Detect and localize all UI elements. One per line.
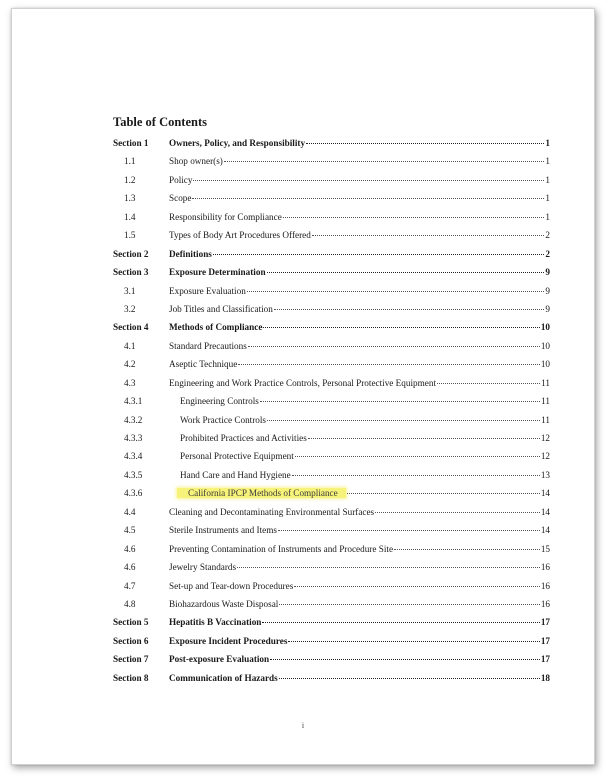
toc-section-entry[interactable]	[113, 249, 550, 267]
toc-entry-page: 17	[540, 635, 550, 646]
toc-subsection-entry[interactable]	[113, 544, 550, 562]
toc-entry-title-highlighted: California IPCP Methods of Compliance	[177, 488, 346, 498]
toc-subsection-entry[interactable]	[113, 525, 550, 543]
toc-entry-page: 2	[545, 230, 550, 241]
toc-entry-number: 4.6	[124, 562, 136, 573]
toc-entry-title: Owners, Policy, and Responsibility	[169, 138, 306, 148]
toc-entry-number: 4.3.3	[124, 433, 143, 443]
toc-entry-title: Job Titles and Classification	[169, 303, 273, 314]
toc-entry-number: 4.7	[124, 580, 136, 591]
dot-leader	[263, 327, 539, 328]
dot-leader	[213, 254, 545, 255]
toc-entry-title: Jewelry Standards	[169, 562, 237, 573]
toc-entry-number: 4.6	[124, 543, 136, 554]
toc-entry-title: Scope	[169, 193, 192, 204]
toc-section-entry[interactable]	[113, 138, 550, 156]
toc-subsection-entry[interactable]	[113, 433, 550, 451]
toc-subsection-entry[interactable]	[113, 230, 550, 248]
dot-leader	[283, 217, 545, 218]
toc-entry-title: Exposure Incident Procedures	[169, 635, 288, 646]
dot-leader	[274, 309, 545, 310]
toc-entry-number: Section 6	[113, 635, 149, 646]
toc-entry-page: 13	[540, 469, 550, 480]
toc-subsection-entry[interactable]	[113, 581, 550, 599]
toc-entry-number: 1.4	[124, 211, 136, 222]
toc-entry-page: 16	[540, 580, 550, 591]
toc-entry-title: Communication of Hazards	[169, 672, 278, 683]
toc-subsection-entry[interactable]	[113, 212, 550, 230]
dot-leader	[238, 364, 539, 365]
toc-entry-page: 14	[540, 525, 550, 536]
toc-entry-page: 1	[545, 211, 550, 222]
toc-entry-number: 4.3.5	[124, 469, 143, 480]
toc-entry-title: Engineering Controls	[180, 396, 259, 407]
toc-entry-page: 1	[545, 193, 550, 204]
dot-leader	[267, 272, 545, 273]
dot-leader	[247, 291, 545, 292]
toc-entry-page: 12	[540, 451, 550, 462]
toc-entry-page: 14	[540, 506, 550, 517]
toc-entry-page: 1	[545, 138, 550, 148]
toc-entry-number: 4.4	[124, 506, 136, 517]
toc-entry-number: Section 1	[113, 138, 149, 148]
toc-entry-page: 9	[545, 267, 550, 278]
toc-subsection-entry[interactable]	[113, 507, 550, 525]
toc-subsection-entry[interactable]	[113, 175, 550, 193]
toc-subsection-entry[interactable]	[113, 451, 550, 469]
toc-entry-number: 4.3.2	[124, 414, 143, 425]
dot-leader	[306, 143, 544, 144]
toc-section-entry[interactable]	[113, 267, 550, 285]
toc-entry-number: Section 7	[113, 654, 149, 665]
toc-entry-title: Work Practice Controls	[180, 414, 267, 425]
toc-entry-page: 10	[540, 359, 550, 370]
toc-entry-number: 4.3.6	[124, 488, 143, 499]
toc-entry-title: Sterile Instruments and Items	[169, 525, 277, 536]
toc-entry-number: 3.2	[124, 303, 136, 314]
dot-leader	[288, 641, 539, 642]
dot-leader	[437, 383, 540, 384]
dot-leader	[375, 512, 540, 513]
toc-entry-number: 1.5	[124, 230, 136, 241]
toc-entry-number: Section 2	[113, 248, 149, 259]
toc-entry-title: Post-exposure Evaluation	[169, 654, 270, 665]
toc-entry-title: Methods of Compliance	[169, 322, 263, 333]
dot-leader	[270, 659, 540, 660]
document-page	[11, 8, 595, 765]
toc-entry-title: Responsibility for Compliance	[169, 211, 282, 222]
dot-leader	[279, 678, 540, 679]
toc-subsection-entry[interactable]	[113, 359, 550, 377]
toc-entry-number: 1.1	[124, 156, 136, 167]
toc-subsection-entry[interactable]	[113, 193, 550, 211]
toc-entry-title: Prohibited Practices and Activities	[180, 433, 307, 443]
toc-entry-number: Section 8	[113, 672, 149, 683]
toc-subsection-entry[interactable]	[113, 562, 550, 580]
toc-entry-number: 4.5	[124, 525, 136, 536]
toc-entry-number: 4.2	[124, 359, 136, 370]
toc-entry-page: 17	[540, 654, 550, 665]
dot-leader	[292, 475, 540, 476]
dot-leader	[294, 586, 540, 587]
toc-subsection-entry[interactable]	[113, 599, 550, 617]
toc-entry-page: 10	[540, 322, 550, 333]
dot-leader	[295, 456, 540, 457]
toc-entry-title: Personal Protective Equipment	[180, 451, 294, 462]
toc-entry-number: 3.1	[124, 285, 136, 296]
toc-entry-title: Exposure Determination	[169, 267, 266, 278]
dot-leader	[224, 161, 545, 162]
toc-section-entry[interactable]	[113, 654, 550, 672]
toc-subsection-entry[interactable]	[113, 378, 550, 396]
toc-entry-number: 4.3.4	[124, 451, 143, 462]
toc-entry-title: Standard Precautions	[169, 340, 247, 351]
toc-entry-page: 12	[540, 433, 550, 443]
toc-subsection-entry[interactable]	[113, 156, 550, 174]
toc-entry-number: 1.3	[124, 193, 136, 204]
toc-entry-title: Definitions	[169, 248, 212, 259]
toc-entry-page: 9	[545, 285, 550, 296]
toc-entry-title: Types of Body Art Procedures Offered	[169, 230, 311, 241]
toc-entry-page: 18	[540, 672, 550, 683]
toc-subsection-entry[interactable]	[113, 396, 550, 414]
toc-entry-page: 10	[540, 340, 550, 351]
toc-entry-page: 9	[545, 303, 550, 314]
dot-leader	[308, 438, 540, 439]
dot-leader	[262, 622, 539, 623]
toc-title: Table of Contents	[113, 115, 207, 129]
toc-entry-page: 11	[541, 377, 550, 388]
toc-entry-page: 15	[540, 543, 550, 554]
toc-entry-page: 11	[541, 396, 550, 407]
toc-entry-page: 17	[540, 617, 550, 628]
toc-entry-number: 4.1	[124, 340, 136, 351]
toc-entry-page: 16	[540, 598, 550, 609]
dot-leader	[248, 346, 540, 347]
toc-subsection-entry[interactable]	[113, 304, 550, 322]
toc-entry-number: Section 4	[113, 322, 149, 333]
toc-list	[113, 138, 550, 691]
dot-leader	[192, 198, 544, 199]
toc-subsection-entry[interactable]	[113, 415, 550, 433]
toc-section-entry[interactable]	[113, 673, 550, 691]
toc-entry-number: 4.3	[124, 377, 136, 388]
toc-entry-title: Shop owner(s)	[169, 156, 223, 167]
toc-section-entry[interactable]	[113, 636, 550, 654]
toc-entry-page: 16	[540, 562, 550, 573]
dot-leader	[260, 401, 540, 402]
toc-entry-title: Hand Care and Hand Hygiene	[180, 469, 291, 480]
toc-entry-title: Cleaning and Decontaminating Environmental Surfaces	[169, 506, 375, 517]
toc-entry-number: 4.8	[124, 598, 136, 609]
toc-entry-number: 4.3.1	[124, 396, 143, 407]
toc-entry-page: 1	[545, 174, 550, 185]
toc-entry-title: Hepatitis B Vaccination	[169, 617, 262, 628]
toc-entry-title: Biohazardous Waste Disposal	[169, 598, 279, 609]
toc-entry-title: Policy	[169, 174, 193, 185]
dot-leader	[193, 180, 544, 181]
toc-entry-page: 1	[545, 156, 550, 167]
toc-entry-number: Section 3	[113, 267, 149, 278]
dot-leader	[279, 604, 539, 605]
dot-leader	[394, 549, 540, 550]
toc-entry-title: Preventing Contamination of Instruments and Procedure Site	[169, 543, 394, 554]
toc-subsection-entry[interactable]	[113, 341, 550, 359]
dot-leader	[267, 420, 540, 421]
toc-entry-page: 2	[545, 248, 550, 259]
toc-subsection-entry[interactable]	[113, 286, 550, 304]
toc-entry-page: 14	[540, 488, 550, 499]
toc-entry-title: Exposure Evaluation	[169, 285, 246, 296]
dot-leader	[312, 235, 545, 236]
toc-entry-title: Set-up and Tear-down Procedures	[169, 580, 294, 591]
toc-section-entry[interactable]	[113, 617, 550, 635]
toc-subsection-entry[interactable]	[113, 488, 550, 506]
page-number-footer: i	[301, 721, 305, 730]
dot-leader	[347, 493, 540, 494]
dot-leader	[278, 530, 540, 531]
toc-entry-number: 1.2	[124, 174, 136, 185]
toc-section-entry[interactable]	[113, 322, 550, 340]
dot-leader	[237, 567, 540, 568]
toc-entry-title: Engineering and Work Practice Controls, Personal Protective Equipment	[169, 377, 436, 388]
toc-entry-title: Aseptic Technique	[169, 359, 238, 370]
toc-subsection-entry[interactable]	[113, 470, 550, 488]
toc-entry-number: Section 5	[113, 617, 149, 628]
toc-entry-page: 11	[541, 414, 550, 425]
